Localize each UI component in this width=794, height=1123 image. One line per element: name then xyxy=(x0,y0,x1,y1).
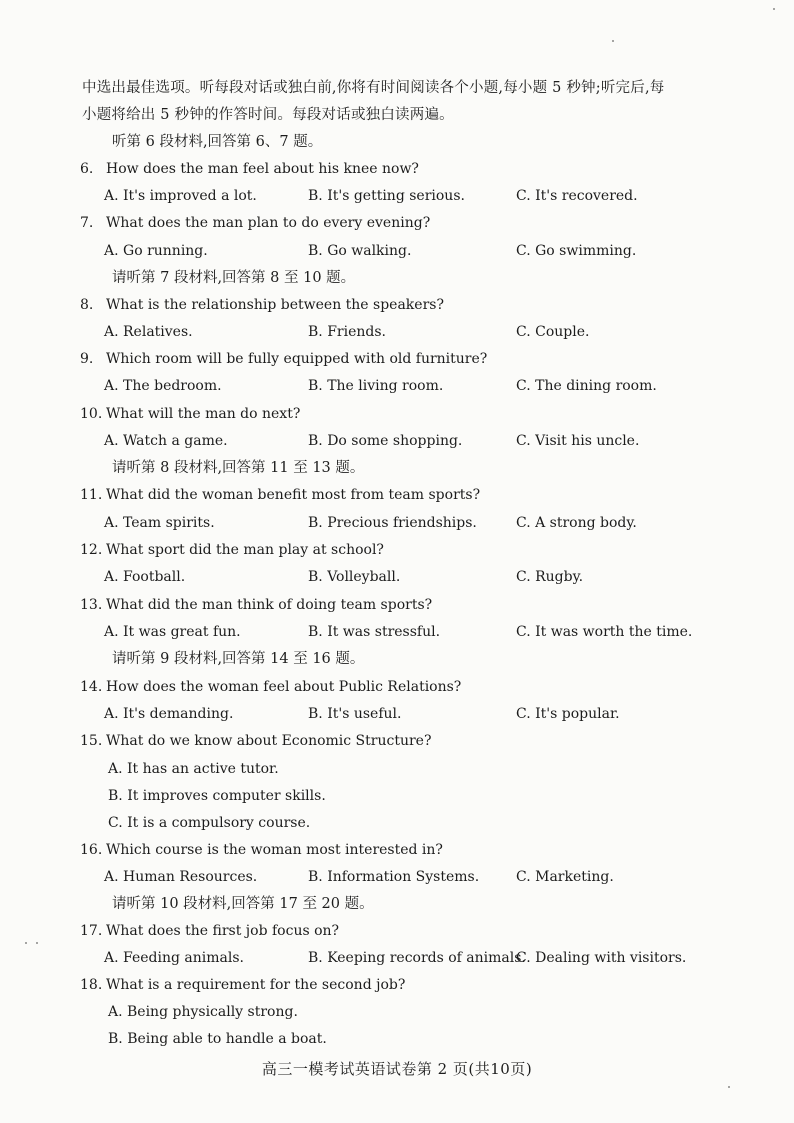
question-17 xyxy=(80,922,339,940)
question-text: What did the man think of doing team sports? xyxy=(106,597,433,613)
option-b: B. It was stressful. xyxy=(308,624,441,640)
option-b: B. Do some shopping. xyxy=(308,433,463,449)
question-text: How does the man feel about his knee now? xyxy=(106,161,419,177)
option-a: A. Football. xyxy=(104,569,186,585)
question-number: 10. xyxy=(80,406,103,422)
page-footer: 高三一模考试英语试卷第 2 页(共10页) xyxy=(261,1060,533,1078)
question-number: 13. xyxy=(80,597,103,613)
question-text: What sport did the man play at school? xyxy=(106,542,384,558)
question-number: 16. xyxy=(80,842,103,858)
question-15 xyxy=(80,732,431,750)
question-text: What is a requirement for the second job? xyxy=(106,977,406,993)
intro-line-1: 中选出最佳选项。听每段对话或独白前,你将有时间阅读各个小题,每小题 5 秒钟;听完后,每 xyxy=(82,80,665,96)
option-a: A. It was great fun. xyxy=(104,624,241,640)
question-10 xyxy=(80,405,300,423)
question-11 xyxy=(80,486,480,504)
question-12 xyxy=(80,541,384,559)
question-16 xyxy=(80,841,443,859)
question-13 xyxy=(80,596,432,614)
option-a: A. Watch a game. xyxy=(104,433,228,449)
option-b: B. Being able to handle a boat. xyxy=(108,1031,327,1047)
question-text: Which course is the woman most interested in? xyxy=(106,842,443,858)
option-c: C. The dining room. xyxy=(516,378,657,394)
question-7 xyxy=(80,214,430,232)
scan-speck xyxy=(36,942,38,944)
option-b: B. Precious friendships. xyxy=(308,515,477,531)
option-b: B. It improves computer skills. xyxy=(108,788,326,804)
option-a: A. Being physically strong. xyxy=(108,1004,298,1020)
option-a: A. The bedroom. xyxy=(104,378,222,394)
question-text: What does the first job focus on? xyxy=(106,923,340,939)
question-number: 12. xyxy=(80,542,103,558)
question-number: 11. xyxy=(80,487,103,503)
option-b: B. Keeping records of animals. xyxy=(308,950,526,966)
option-b: B. The living room. xyxy=(308,378,444,394)
question-number: 9. xyxy=(80,351,94,367)
question-text: What did the woman benefit most from team sports? xyxy=(106,487,481,503)
option-a: A. It has an active tutor. xyxy=(108,761,279,777)
scan-speck xyxy=(773,8,775,10)
intro-line-2: 小题将给出 5 秒钟的作答时间。每段对话或独白读两遍。 xyxy=(82,107,454,123)
question-6 xyxy=(80,160,419,178)
option-b: B. It's useful. xyxy=(308,706,402,722)
option-a: A. Feeding animals. xyxy=(104,950,244,966)
question-18 xyxy=(80,976,405,994)
option-b: B. Volleyball. xyxy=(308,569,401,585)
option-a: A. It's improved a lot. xyxy=(104,188,257,204)
section-heading: 请听第 7 段材料,回答第 8 至 10 题。 xyxy=(112,270,356,286)
option-c: C. A strong body. xyxy=(516,515,637,531)
option-c: C. It's recovered. xyxy=(516,188,638,204)
option-c: C. It's popular. xyxy=(516,706,620,722)
question-8 xyxy=(80,296,444,314)
question-number: 6. xyxy=(80,161,94,177)
option-a: A. It's demanding. xyxy=(104,706,234,722)
option-c: C. It was worth the time. xyxy=(516,624,693,640)
question-14 xyxy=(80,678,461,696)
question-number: 15. xyxy=(80,733,103,749)
option-b: B. Information Systems. xyxy=(308,869,480,885)
section-heading: 请听第 8 段材料,回答第 11 至 13 题。 xyxy=(112,460,365,476)
option-a: A. Team spirits. xyxy=(104,515,215,531)
option-a: A. Go running. xyxy=(104,243,208,259)
option-c: C. Marketing. xyxy=(516,869,614,885)
scan-speck xyxy=(728,1086,730,1088)
question-number: 14. xyxy=(80,679,103,695)
option-b: B. Go walking. xyxy=(308,243,412,259)
question-text: Which room will be fully equipped with old furniture? xyxy=(106,351,488,367)
question-text: How does the woman feel about Public Relations? xyxy=(106,679,462,695)
option-b: B. It's getting serious. xyxy=(308,188,465,204)
question-text: What do we know about Economic Structure? xyxy=(106,733,432,749)
question-number: 18. xyxy=(80,977,103,993)
question-number: 17. xyxy=(80,923,103,939)
option-c: C. Visit his uncle. xyxy=(516,433,640,449)
option-c: C. It is a compulsory course. xyxy=(108,815,311,831)
scan-speck xyxy=(612,40,614,42)
question-number: 8. xyxy=(80,297,94,313)
option-c: C. Go swimming. xyxy=(516,243,637,259)
option-c: C. Rugby. xyxy=(516,569,584,585)
option-c: C. Couple. xyxy=(516,324,590,340)
question-text: What does the man plan to do every evening? xyxy=(106,215,431,231)
scan-speck xyxy=(25,942,27,944)
section-heading: 请听第 9 段材料,回答第 14 至 16 题。 xyxy=(112,651,365,667)
question-text: What will the man do next? xyxy=(106,406,301,422)
section-heading: 听第 6 段材料,回答第 6、7 题。 xyxy=(112,134,323,150)
option-a: A. Relatives. xyxy=(104,324,193,340)
option-b: B. Friends. xyxy=(308,324,386,340)
question-number: 7. xyxy=(80,215,94,231)
section-heading: 请听第 10 段材料,回答第 17 至 20 题。 xyxy=(112,896,374,912)
option-a: A. Human Resources. xyxy=(104,869,258,885)
question-text: What is the relationship between the speakers? xyxy=(106,297,444,313)
option-c: C. Dealing with visitors. xyxy=(516,950,687,966)
question-9 xyxy=(80,350,487,368)
